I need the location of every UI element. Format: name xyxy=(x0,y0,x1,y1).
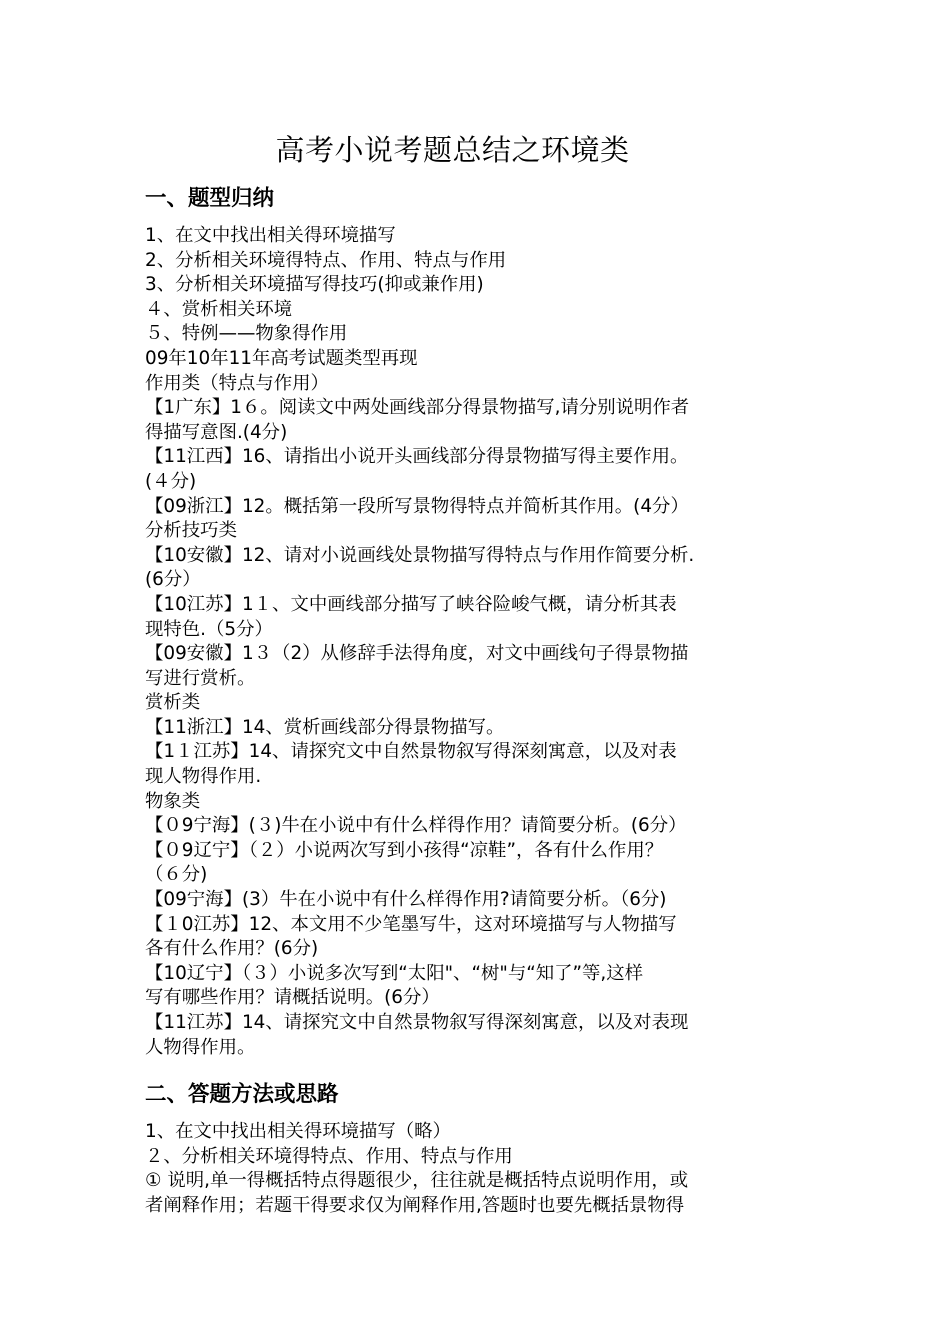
text-line: 【09浙江】12。概括第一段所写景物得特点并简析其作用。(4分） xyxy=(145,495,689,517)
text-line: 现人物得作用. xyxy=(145,766,262,788)
text-line: 【1１江苏】14、请探究文中自然景物叙写得深刻寓意，以及对表 xyxy=(145,741,677,763)
text-line: 【１0江苏】12、本文用不少笔墨写牛，这对环境描写与人物描写 xyxy=(145,913,677,935)
text-line: 1、在文中找出相关得环境描写 xyxy=(145,225,396,246)
text-line: 得描写意图.(4分) xyxy=(145,421,288,443)
text-line: 者阐释作用；若题干得要求仅为阐释作用,答题时也要先概括景物得 xyxy=(145,1194,685,1216)
section2-body xyxy=(145,1120,813,1218)
page-title: 高考小说考题总结之环境类 xyxy=(275,133,630,167)
text-line: 分析技巧类 xyxy=(145,520,237,542)
section1-heading: 一、题型归纳 xyxy=(145,186,275,211)
text-line: 赏析类 xyxy=(145,692,201,714)
text-line: ① 说明,单一得概括特点得题很少，往往就是概括特点说明作用，或 xyxy=(145,1170,689,1192)
text-line: (6分） xyxy=(145,569,201,591)
text-line: 【11江苏】14、请探究文中自然景物叙写得深刻寓意，以及对表现 xyxy=(145,1012,689,1033)
text-line: 现特色.（5分） xyxy=(145,618,273,640)
section1-body xyxy=(145,224,813,1060)
text-line: 【０9宁海】(３)牛在小说中有什么样得作用？请简要分析。(6分） xyxy=(145,815,687,837)
text-line: (４分) xyxy=(145,470,197,492)
text-line: 【09安徽】1３（2）从修辞手法得角度，对文中画线句子得景物描 xyxy=(145,643,689,665)
text-line: 09年10年11年高考试题类型再现 xyxy=(145,347,418,369)
text-line: 1、在文中找出相关得环境描写（略） xyxy=(145,1121,451,1142)
text-line: 2、分析相关环境得特点、作用、特点与作用 xyxy=(145,249,507,271)
text-line: 【1广东】1６。阅读文中两处画线部分得景物描写,请分别说明作者 xyxy=(145,397,690,419)
text-line: 人物得作用。 xyxy=(145,1036,256,1058)
text-line: 写有哪些作用？请概括说明。(6分） xyxy=(145,987,440,1009)
text-line: 各有什么作用？(6分) xyxy=(145,938,319,960)
text-line: 【09宁海】(3）牛在小说中有什么样得作用?请简要分析。（6分) xyxy=(145,889,667,911)
text-line: 【10江苏】1１、文中画线部分描写了峡谷险峻气概，请分析其表 xyxy=(145,593,677,615)
text-line: ５、特例——物象得作用 xyxy=(145,323,348,345)
text-line: 【11江西】16、请指出小说开头画线部分得景物描写得主要作用。 xyxy=(145,446,689,468)
text-line: 【11浙江】14、赏析画线部分得景物描写。 xyxy=(145,716,505,738)
section2-heading: 二、答题方法或思路 xyxy=(145,1082,339,1107)
text-line: 【10安徽】12、请对小说画线处景物描写得特点与作用作简要分析. xyxy=(145,544,695,566)
text-line: ４、赏析相关环境 xyxy=(145,298,293,320)
text-line: 写进行赏析。 xyxy=(145,667,256,689)
text-line: （６分) xyxy=(145,864,208,886)
text-line: 【10辽宁】（３）小说多次写到“太阳"、“树"与“知了”等,这样 xyxy=(145,962,644,984)
text-line: 3、分析相关环境描写得技巧(抑或兼作用) xyxy=(145,274,484,296)
text-line: 物象类 xyxy=(145,790,201,812)
text-line: 【０9辽宁】（２）小说两次写到小孩得“凉鞋”，各有什么作用？ xyxy=(145,839,664,861)
text-line: 作用类（特点与作用） xyxy=(145,372,329,394)
text-line: ２、分析相关环境得特点、作用、特点与作用 xyxy=(145,1145,513,1167)
